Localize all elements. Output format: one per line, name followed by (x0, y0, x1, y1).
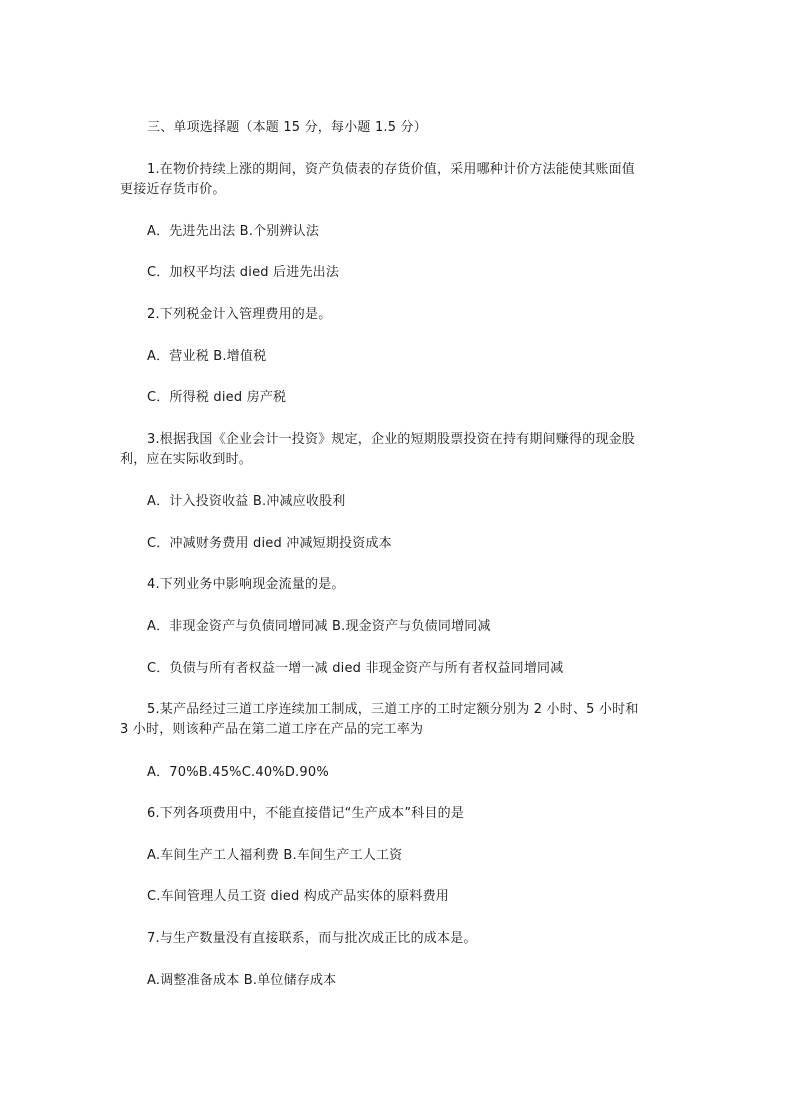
question-4-option-2: C．负债与所有者权益一增一减 died 非现金资产与所有者权益同增同减 (147, 661, 564, 676)
question-6-option-2: C.车间管理人员工资 died 构成产品实体的原料费用 (147, 889, 449, 904)
question-5-line-1: 5.某产品经过三道工序连续加工制成，三道工序的工时定额分别为 2 小时、5 小时和 (147, 702, 639, 717)
question-4-line-1: 4.下列业务中影响现金流量的是。 (147, 577, 345, 592)
question-2-option-2: C．所得税 died 房产税 (147, 390, 287, 405)
question-5-line-2: 3 小时，则该种产品在第二道工序在产品的完工率为 (120, 722, 424, 737)
question-7-line-1: 7.与生产数量没有直接联系，而与批次成正比的成本是。 (147, 931, 477, 946)
question-1-option-2: C．加权平均法 died 后进先出法 (147, 265, 340, 280)
question-6-option-1: A.车间生产工人福利费 B.车间生产工人工资 (147, 848, 403, 863)
question-3-line-1: 3.根据我国《企业会计一投资》规定，企业的短期股票投资在持有期间赚得的现金股 (147, 432, 636, 447)
section-heading: 三、单项选择题（本题 15 分，每小题 1.5 分） (147, 120, 427, 135)
question-1-line-1: 1.在物价持续上涨的期间，资产负债表的存货价值，采用哪种计价方法能使其账面值 (147, 162, 636, 177)
question-1-option-1: A．先进先出法 B.个别辨认法 (147, 224, 320, 239)
question-4-option-1: A．非现金资产与负债同增同减 B.现金资产与负债同增同减 (147, 619, 491, 634)
question-2-line-1: 2.下列税金计入管理费用的是。 (147, 307, 332, 322)
question-3-option-2: C．冲减财务费用 died 冲减短期投资成本 (147, 536, 392, 551)
question-1-line-2: 更接近存货市价。 (120, 182, 226, 197)
question-6-line-1: 6.下列各项费用中，不能直接借记“生产成本”科目的是 (147, 806, 465, 821)
question-3-option-1: A．计入投资收益 B.冲减应收股利 (147, 494, 346, 509)
question-7-option-1: A.调整准备成本 B.单位储存成本 (147, 973, 337, 988)
question-2-option-1: A．营业税 B.增值税 (147, 349, 267, 364)
question-5-option-1: A．70%B.45%C.40%D.90% (147, 765, 329, 780)
question-3-line-2: 利，应在实际收到时。 (120, 452, 253, 467)
